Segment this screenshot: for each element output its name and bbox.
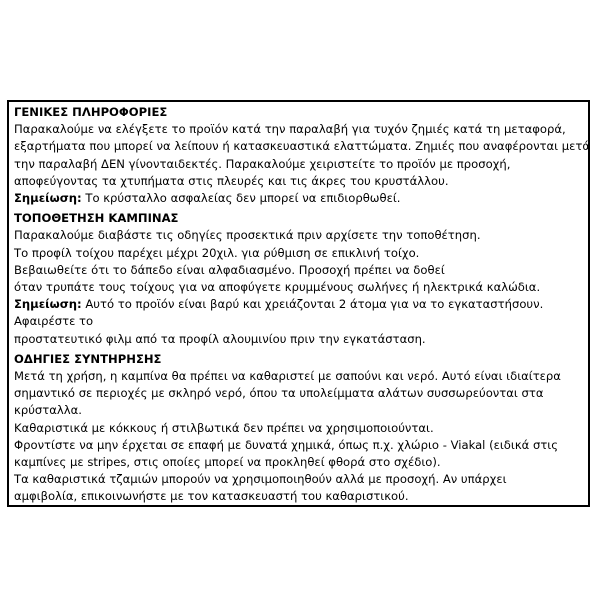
text-line: Μετά τη χρήση, η καμπίνα θα πρέπει να καθαριστεί με σαπούνι και νερό. Αυτό είναι ιδιαίτερα [14, 369, 561, 384]
info-box [7, 100, 590, 507]
section-cabin-installation [14, 210, 583, 348]
text-line: την παραλαβή ΔΕΝ γίνονταιδεκτές. Παρακαλούμε χειριστείτε το προϊόν με προσοχή, [14, 156, 511, 171]
note-line [14, 190, 583, 207]
text-line: Τα καθαριστικά τζαμιών μπορούν να χρησιμοποιηθούν αλλά με προσοχή. Αν υπάρχει [14, 472, 507, 487]
section-heading: ΤΟΠΟΘΕΤΗΣΗ ΚΑΜΠΙΝΑΣ [14, 211, 179, 226]
text-line: Παρακαλούμε διαβάστε τις οδηγίες προσεκτικά πριν αρχίσετε την τοποθέτηση. [14, 228, 481, 243]
text-line: σημαντικό σε περιοχές με σκληρό νερό, όπου τα υπολείμματα αλάτων συσσωρεύονται στα [14, 386, 544, 401]
text-line: προστατευτικό φιλμ από τα προφίλ αλουμινίου πριν την εγκατάσταση. [14, 331, 426, 346]
text-line: Βεβαιωθείτε ότι το δάπεδο είναι αλφαδιασμένο. Προσοχή πρέπει να δοθεί [14, 262, 445, 277]
section-heading: ΟΔΗΓΙΕΣ ΣΥΝΤΗΡΗΣΗΣ [14, 351, 162, 366]
note-line [14, 296, 583, 313]
text-line: αποφεύγοντας τα χτυπήματα στις πλευρές και τις άκρες του κρυστάλλου. [14, 173, 449, 188]
text-line: Το προφίλ τοίχου παρέχει μέχρι 20χιλ. για ρύθμιση σε επικλινή τοίχο. [14, 245, 420, 260]
section-heading: ΓΕΝΙΚΕΣ ΠΛΗΡΟΦΟΡΙΕΣ [14, 105, 168, 119]
text-line: εξαρτήματα που μπορεί να λείπουν ή κατασκευαστικά ελαττώματα. Ζημιές που αναφέρονται μετά [14, 139, 591, 154]
text-line: Αφαιρέστε το [14, 314, 94, 329]
text-line: Καθαριστικά με κόκκους ή στιλβωτικά δεν πρέπει να χρησιμοποιούνται. [14, 420, 434, 435]
text-line: κρύσταλλα. [14, 403, 82, 418]
section-general-info [14, 104, 591, 207]
note-label: Σημείωση: [14, 297, 82, 312]
text-line: καμπίνες με stripes, στις οποίες μπορεί να προκληθεί φθορά στο σχέδιο). [14, 455, 441, 470]
text-line: Παρακαλούμε να ελέγξετε το προϊόν κατά την παραλαβή για τυχόν ζημιές κατά τη μεταφορά, [14, 122, 566, 137]
text-line: όταν τρυπάτε τους τοίχους για να αποφύγετε κρυμμένους σωλήνες ή ηλεκτρικά καλώδια. [14, 280, 541, 295]
text-line: αμφιβολία, επικοινωνήστε με τον κατασκευαστή του καθαριστικού. [14, 489, 409, 504]
section-maintenance-instructions [14, 351, 583, 506]
note-text: Αυτό το προϊόν είναι βαρύ και χρειάζονται 2 άτομα για να το εγκαταστήσουν. [81, 297, 544, 312]
note-label: Σημείωση: [14, 191, 82, 206]
note-text: Το κρύσταλλο ασφαλείας δεν μπορεί να επιδιορθωθεί. [81, 191, 401, 206]
text-line: Φροντίστε να μην έρχεται σε επαφή με δυνατά χημικά, όπως π.χ. χλώριο - Viakal (ειδικά στις [14, 437, 559, 452]
